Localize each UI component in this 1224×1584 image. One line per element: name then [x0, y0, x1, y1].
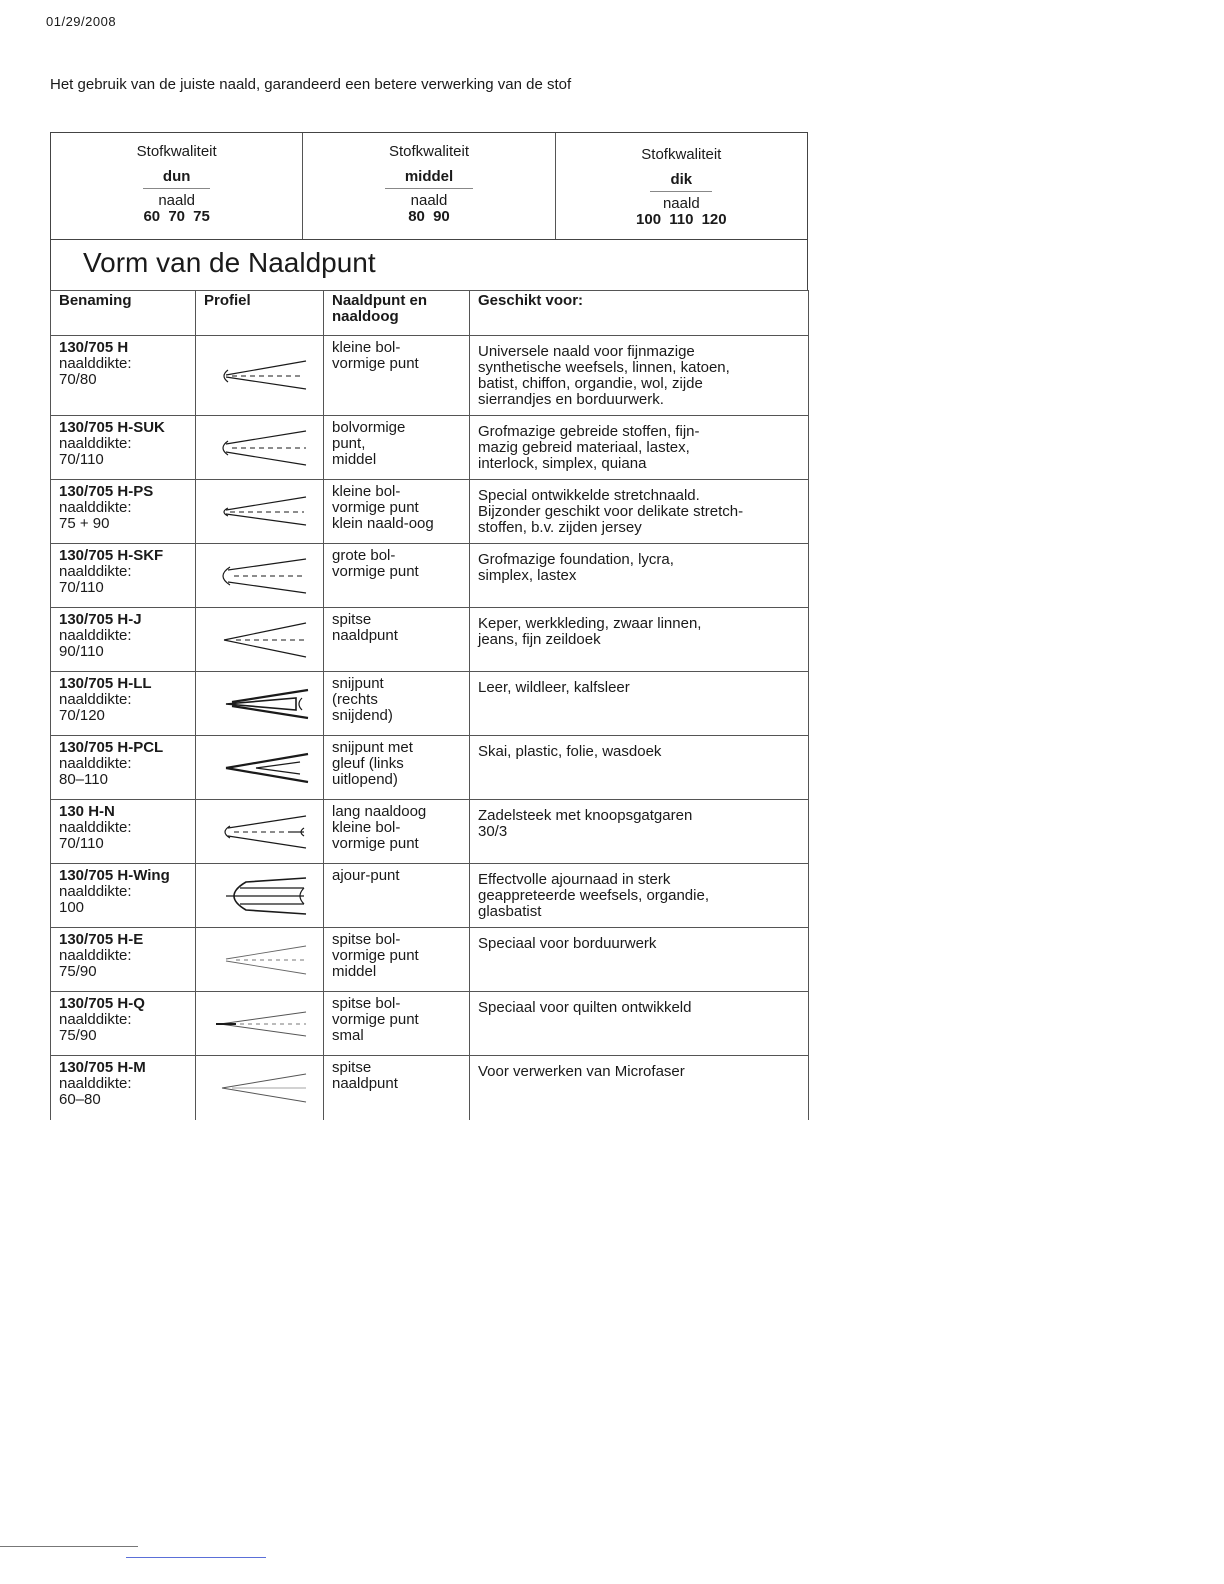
- needle-suitable-line: Effectvolle ajournaad in sterk: [478, 871, 671, 888]
- needle-suitable-cell: [470, 544, 809, 608]
- grooved-cutting-needle-icon: [196, 740, 323, 796]
- header-naaldpunt-line2: naaldoog: [332, 308, 399, 325]
- needle-point-cell: [324, 800, 470, 864]
- needle-point-line: grote bol-: [332, 547, 396, 564]
- quality-label: Stofkwaliteit: [388, 143, 470, 160]
- needle-profile-cell: [196, 416, 324, 480]
- long-eye-needle-icon: [196, 804, 323, 860]
- needle-thickness: 70/110: [59, 835, 104, 852]
- needle-point-cell: [324, 1056, 470, 1120]
- needle-point-line: vormige punt: [332, 499, 419, 516]
- needle-suitable-cell: [470, 992, 809, 1056]
- needle-thickness: 75/90: [59, 1027, 97, 1044]
- quality-thin: [51, 133, 303, 239]
- needle-row: [51, 992, 809, 1056]
- quality-grade: dik: [650, 171, 712, 192]
- needle-table-header: [51, 291, 809, 336]
- needle-thickness: 90/110: [59, 643, 104, 660]
- needle-point-line: vormige punt: [332, 355, 419, 372]
- needle-profile-cell: [196, 480, 324, 544]
- needle-point-line: snijpunt: [332, 675, 384, 692]
- needle-suitable-line: glasbatist: [478, 903, 542, 920]
- needle-suitable-cell: [470, 480, 809, 544]
- needle-row: [51, 864, 809, 928]
- needle-thickness: 70/80: [59, 371, 97, 388]
- needle-code: 130/705 H-SUK: [59, 419, 165, 436]
- needle-thickness-label: naalddikte:: [59, 819, 132, 836]
- needle-point-line: spitse bol-: [332, 995, 401, 1012]
- needle-profile-cell: [196, 928, 324, 992]
- needle-thickness-label: naalddikte:: [59, 1075, 132, 1092]
- footer-rule: [0, 1546, 138, 1547]
- needle-code: 130/705 H: [59, 339, 129, 356]
- quality-sizes: 60 70 75: [143, 208, 210, 225]
- needle-suitable-line: interlock, simplex, quiana: [478, 455, 647, 472]
- header-naaldpunt-line1: Naaldpunt en: [332, 292, 428, 309]
- needle-thickness: 60–80: [59, 1091, 101, 1108]
- section-title: Vorm van de Naaldpunt: [83, 247, 376, 278]
- needle-name-cell: [51, 336, 196, 416]
- needle-profile-cell: [196, 1056, 324, 1120]
- needle-profile-cell: [196, 800, 324, 864]
- needle-profile-cell: [196, 336, 324, 416]
- needle-point-cell: [324, 864, 470, 928]
- needle-thickness-label: naalddikte:: [59, 563, 132, 580]
- needle-point-cell: [324, 992, 470, 1056]
- header-geschikt: Geschikt voor:: [470, 291, 809, 336]
- footer-link-rule: [126, 1557, 266, 1558]
- needle-point-line: vormige punt: [332, 835, 419, 852]
- quality-naald-label: naald: [662, 195, 700, 212]
- header-benaming: Benaming: [51, 291, 196, 336]
- document-date: 01/29/2008: [46, 14, 117, 29]
- needle-suitable-line: Speciaal voor quilten ontwikkeld: [478, 999, 692, 1016]
- needle-thickness-label: naalddikte:: [59, 755, 132, 772]
- needle-point-line: ajour-punt: [332, 867, 400, 884]
- needle-code: 130 H-N: [59, 803, 115, 820]
- needle-suitable-line: Zadelsteek met knoopsgatgaren: [478, 807, 693, 824]
- wing-needle-icon: [196, 868, 323, 924]
- needle-suitable-line: Grofmazige foundation, lycra,: [478, 551, 674, 568]
- quality-thick: [556, 133, 807, 239]
- needle-suitable-line: Leer, wildleer, kalfsleer: [478, 679, 630, 696]
- needle-suitable-line: synthetische weefsels, linnen, katoen,: [478, 359, 730, 376]
- needle-suitable-cell: [470, 736, 809, 800]
- needle-code: 130/705 H-J: [59, 611, 142, 628]
- needle-point-line: punt,: [332, 435, 366, 452]
- quality-medium: [303, 133, 555, 239]
- needle-suitable-cell: [470, 864, 809, 928]
- needle-point-line: vormige punt: [332, 563, 419, 580]
- needle-suitable-line: mazig gebreid materiaal, lastex,: [478, 439, 690, 456]
- needle-point-line: klein naald-oog: [332, 515, 434, 532]
- needle-point-line: spitse: [332, 611, 372, 628]
- needle-name-cell: [51, 608, 196, 672]
- needle-suitable-cell: [470, 672, 809, 736]
- needle-profile-cell: [196, 672, 324, 736]
- leather-cutting-needle-icon: [196, 676, 323, 732]
- quality-grade: dun: [143, 168, 211, 189]
- needle-suitable-line: Skai, plastic, folie, wasdoek: [478, 743, 662, 760]
- needle-suitable-line: Voor verwerken van Microfaser: [478, 1063, 685, 1080]
- needle-suitable-line: Bijzonder geschikt voor delikate stretch-: [478, 503, 744, 520]
- quality-grade: middel: [385, 168, 473, 189]
- needle-suitable-line: Universele naald voor fijnmazige: [478, 343, 695, 360]
- quilting-needle-icon: [196, 996, 323, 1052]
- needle-suitable-line: 30/3: [478, 823, 508, 840]
- needle-code: 130/705 H-PS: [59, 483, 154, 500]
- needle-row: [51, 800, 809, 864]
- large-ball-point-needle-icon: [196, 548, 323, 604]
- needle-point-line: gleuf (links: [332, 755, 404, 772]
- needle-point-line: naaldpunt: [332, 1075, 398, 1092]
- sharp-point-needle-icon: [196, 612, 323, 668]
- needle-point-line: uitlopend): [332, 771, 398, 788]
- needle-profile-cell: [196, 992, 324, 1056]
- needle-point-cell: [324, 336, 470, 416]
- needle-row: [51, 544, 809, 608]
- needle-name-cell: [51, 864, 196, 928]
- needle-point-cell: [324, 672, 470, 736]
- needle-suitable-line: Speciaal voor borduurwerk: [478, 935, 657, 952]
- needle-thickness-label: naalddikte:: [59, 499, 132, 516]
- needle-point-line: spitse: [332, 1059, 372, 1076]
- needle-suitable-line: Special ontwikkelde stretchnaald.: [478, 487, 700, 504]
- needle-point-line: vormige punt: [332, 947, 419, 964]
- header-naaldpunt: [324, 291, 470, 336]
- needle-code: 130/705 H-E: [59, 931, 144, 948]
- needle-thickness: 70/110: [59, 579, 104, 596]
- needle-suitable-line: sierrandjes en borduurwerk.: [478, 391, 664, 408]
- needle-code: 130/705 H-PCL: [59, 739, 164, 756]
- needle-name-cell: [51, 928, 196, 992]
- needle-row: [51, 608, 809, 672]
- needle-thickness-label: naalddikte:: [59, 1011, 132, 1028]
- quality-sizes: 100 110 120: [636, 211, 727, 228]
- microtex-needle-icon: [196, 1060, 323, 1116]
- medium-ball-point-needle-icon: [196, 420, 323, 476]
- needle-suitable-line: batist, chiffon, organdie, wol, zijde: [478, 375, 703, 392]
- quality-naald-label: naald: [410, 192, 448, 209]
- needle-point-line: middel: [332, 451, 377, 468]
- quality-sizes: 80 90: [408, 208, 450, 225]
- needle-point-line: snijpunt met: [332, 739, 413, 756]
- needle-name-cell: [51, 1056, 196, 1120]
- needle-code: 130/705 H-LL: [59, 675, 152, 692]
- needle-point-line: smal: [332, 1027, 364, 1044]
- needle-row: [51, 416, 809, 480]
- needle-code: 130/705 H-SKF: [59, 547, 164, 564]
- needle-suitable-line: Keper, werkkleding, zwaar linnen,: [478, 615, 702, 632]
- needle-row: [51, 736, 809, 800]
- needle-point-line: bolvormige: [332, 419, 406, 436]
- quality-label: Stofkwaliteit: [641, 146, 722, 163]
- needle-code: 130/705 H-Q: [59, 995, 145, 1012]
- needle-name-cell: [51, 416, 196, 480]
- needle-suitable-cell: [470, 608, 809, 672]
- needle-point-line: naaldpunt: [332, 627, 398, 644]
- needle-code: 130/705 H-Wing: [59, 867, 170, 884]
- needle-row: [51, 1056, 809, 1120]
- needle-point-cell: [324, 608, 470, 672]
- needle-suitable-cell: [470, 928, 809, 992]
- needle-profile-cell: [196, 736, 324, 800]
- needle-profile-cell: [196, 864, 324, 928]
- needle-point-line: spitse bol-: [332, 931, 401, 948]
- needle-name-cell: [51, 992, 196, 1056]
- quality-label: Stofkwaliteit: [136, 143, 217, 160]
- needle-thickness-label: naalddikte:: [59, 883, 132, 900]
- needle-suitable-cell: [470, 1056, 809, 1120]
- needle-suitable-cell: [470, 336, 809, 416]
- needle-point-line: kleine bol-: [332, 819, 401, 836]
- needle-name-cell: [51, 544, 196, 608]
- needle-row: [51, 672, 809, 736]
- needle-point-cell: [324, 480, 470, 544]
- needle-row: [51, 928, 809, 992]
- section-title-box: [50, 240, 808, 290]
- needle-suitable-line: geappreteerde weefsels, organdie,: [478, 887, 709, 904]
- needle-point-cell: [324, 928, 470, 992]
- fabric-quality-table: [50, 132, 808, 240]
- needle-thickness-label: naalddikte:: [59, 355, 132, 372]
- needle-thickness: 80–110: [59, 771, 108, 788]
- needle-point-line: middel: [332, 963, 377, 980]
- header-profiel: Profiel: [196, 291, 324, 336]
- ball-point-needle-icon: [196, 348, 323, 404]
- needle-name-cell: [51, 672, 196, 736]
- needle-thickness-label: naalddikte:: [59, 947, 132, 964]
- needle-point-cell: [324, 544, 470, 608]
- needle-thickness-label: naalddikte:: [59, 435, 132, 452]
- needle-profile-cell: [196, 544, 324, 608]
- needle-point-line: (rechts: [332, 691, 378, 708]
- needle-profile-cell: [196, 608, 324, 672]
- needle-point-line: lang naaldoog: [332, 803, 427, 820]
- needle-thickness-label: naalddikte:: [59, 691, 132, 708]
- needle-point-line: snijdend): [332, 707, 393, 724]
- needle-suitable-cell: [470, 800, 809, 864]
- needle-table: [50, 290, 809, 1120]
- needle-point-cell: [324, 736, 470, 800]
- needle-row: [51, 480, 809, 544]
- needle-point-line: vormige punt: [332, 1011, 419, 1028]
- needle-point-cell: [324, 416, 470, 480]
- needle-suitable-line: jeans, fijn zeildoek: [478, 631, 601, 648]
- stretch-needle-icon: [196, 484, 323, 540]
- needle-name-cell: [51, 736, 196, 800]
- needle-thickness: 75 + 90: [59, 515, 110, 532]
- needle-suitable-line: Grofmazige gebreide stoffen, fijn-: [478, 423, 700, 440]
- needle-point-line: kleine bol-: [332, 339, 401, 356]
- embroidery-needle-icon: [196, 932, 323, 988]
- intro-text: Het gebruik van de juiste naald, garandeerd een betere verwerking van de stof: [50, 76, 572, 93]
- needle-thickness-label: naalddikte:: [59, 627, 132, 644]
- needle-name-cell: [51, 480, 196, 544]
- needle-table-body: [51, 336, 809, 1120]
- quality-naald-label: naald: [158, 192, 196, 209]
- needle-thickness: 75/90: [59, 963, 97, 980]
- needle-thickness: 70/120: [59, 707, 105, 724]
- needle-point-line: kleine bol-: [332, 483, 401, 500]
- needle-name-cell: [51, 800, 196, 864]
- needle-thickness: 70/110: [59, 451, 104, 468]
- needle-row: [51, 336, 809, 416]
- needle-code: 130/705 H-M: [59, 1059, 146, 1076]
- needle-suitable-line: stoffen, b.v. zijden jersey: [478, 519, 642, 536]
- needle-suitable-cell: [470, 416, 809, 480]
- needle-thickness: 100: [59, 899, 85, 916]
- needle-suitable-line: simplex, lastex: [478, 567, 577, 584]
